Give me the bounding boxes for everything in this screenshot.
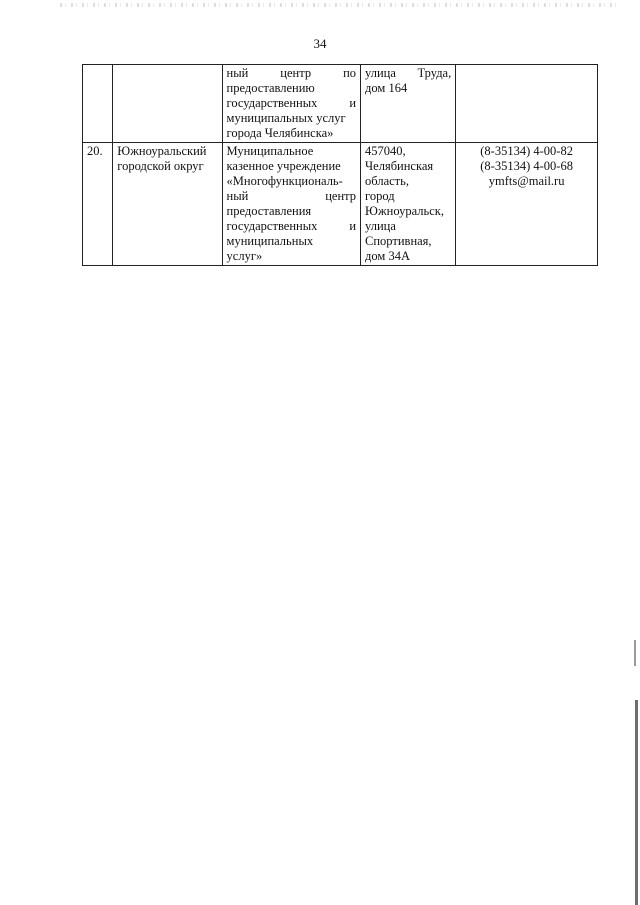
district-line: городской округ [117, 159, 204, 173]
phone-number: (8-35134) 4-00-68 [480, 159, 573, 173]
organization-line: «Многофункциональ- [226, 174, 343, 188]
contacts-cell [456, 143, 598, 266]
phone-number: (8-35134) 4-00-82 [480, 144, 573, 158]
table-row-continued [83, 65, 598, 143]
row-number-cell: 20. [83, 143, 113, 266]
organization-line: государственных и [226, 219, 357, 233]
district-cell [113, 143, 222, 266]
address-line: 457040, [365, 144, 406, 158]
address-line: улица [365, 219, 396, 233]
district-cell [113, 65, 222, 143]
organization-cell [222, 65, 360, 143]
organization-line: предоставления [226, 204, 312, 218]
organization-line: ный центр по [226, 66, 357, 80]
organization-line: города Челябинска» [226, 126, 334, 140]
organization-line: ный центр [226, 189, 357, 203]
address-line: область, [365, 174, 409, 188]
address-line: дом 164 [365, 81, 408, 95]
address-line: Южноуральск, [365, 204, 444, 218]
address-cell [361, 143, 456, 266]
scan-artifact-top [60, 3, 620, 7]
table-row [83, 143, 598, 266]
organization-line: Муниципальное [226, 144, 314, 158]
district-line: Южноуральский [117, 144, 207, 158]
address-line: Челябинская [365, 159, 434, 173]
organization-line: государственных и [226, 96, 357, 110]
address-line: Спортивная, [365, 234, 432, 248]
services-table [82, 64, 598, 266]
address-cell [361, 65, 456, 143]
address-line: улица Труда, [365, 66, 452, 80]
address-line: дом 34А [365, 249, 410, 263]
page-number: 34 [313, 36, 327, 51]
row-number-cell [83, 65, 113, 143]
scan-artifact-edge [635, 700, 638, 905]
organization-line: муниципальных услуг [226, 111, 346, 125]
organization-cell [222, 143, 360, 266]
contacts-cell [456, 65, 598, 143]
address-line: город [365, 189, 395, 203]
organization-line: муниципальных [226, 234, 314, 248]
email-address: ymfts@mail.ru [488, 174, 565, 188]
organization-line: услуг» [226, 249, 263, 263]
scan-artifact-edge [634, 640, 636, 666]
organization-line: предоставлению [226, 81, 315, 95]
organization-line: казенное учреждение [226, 159, 341, 173]
